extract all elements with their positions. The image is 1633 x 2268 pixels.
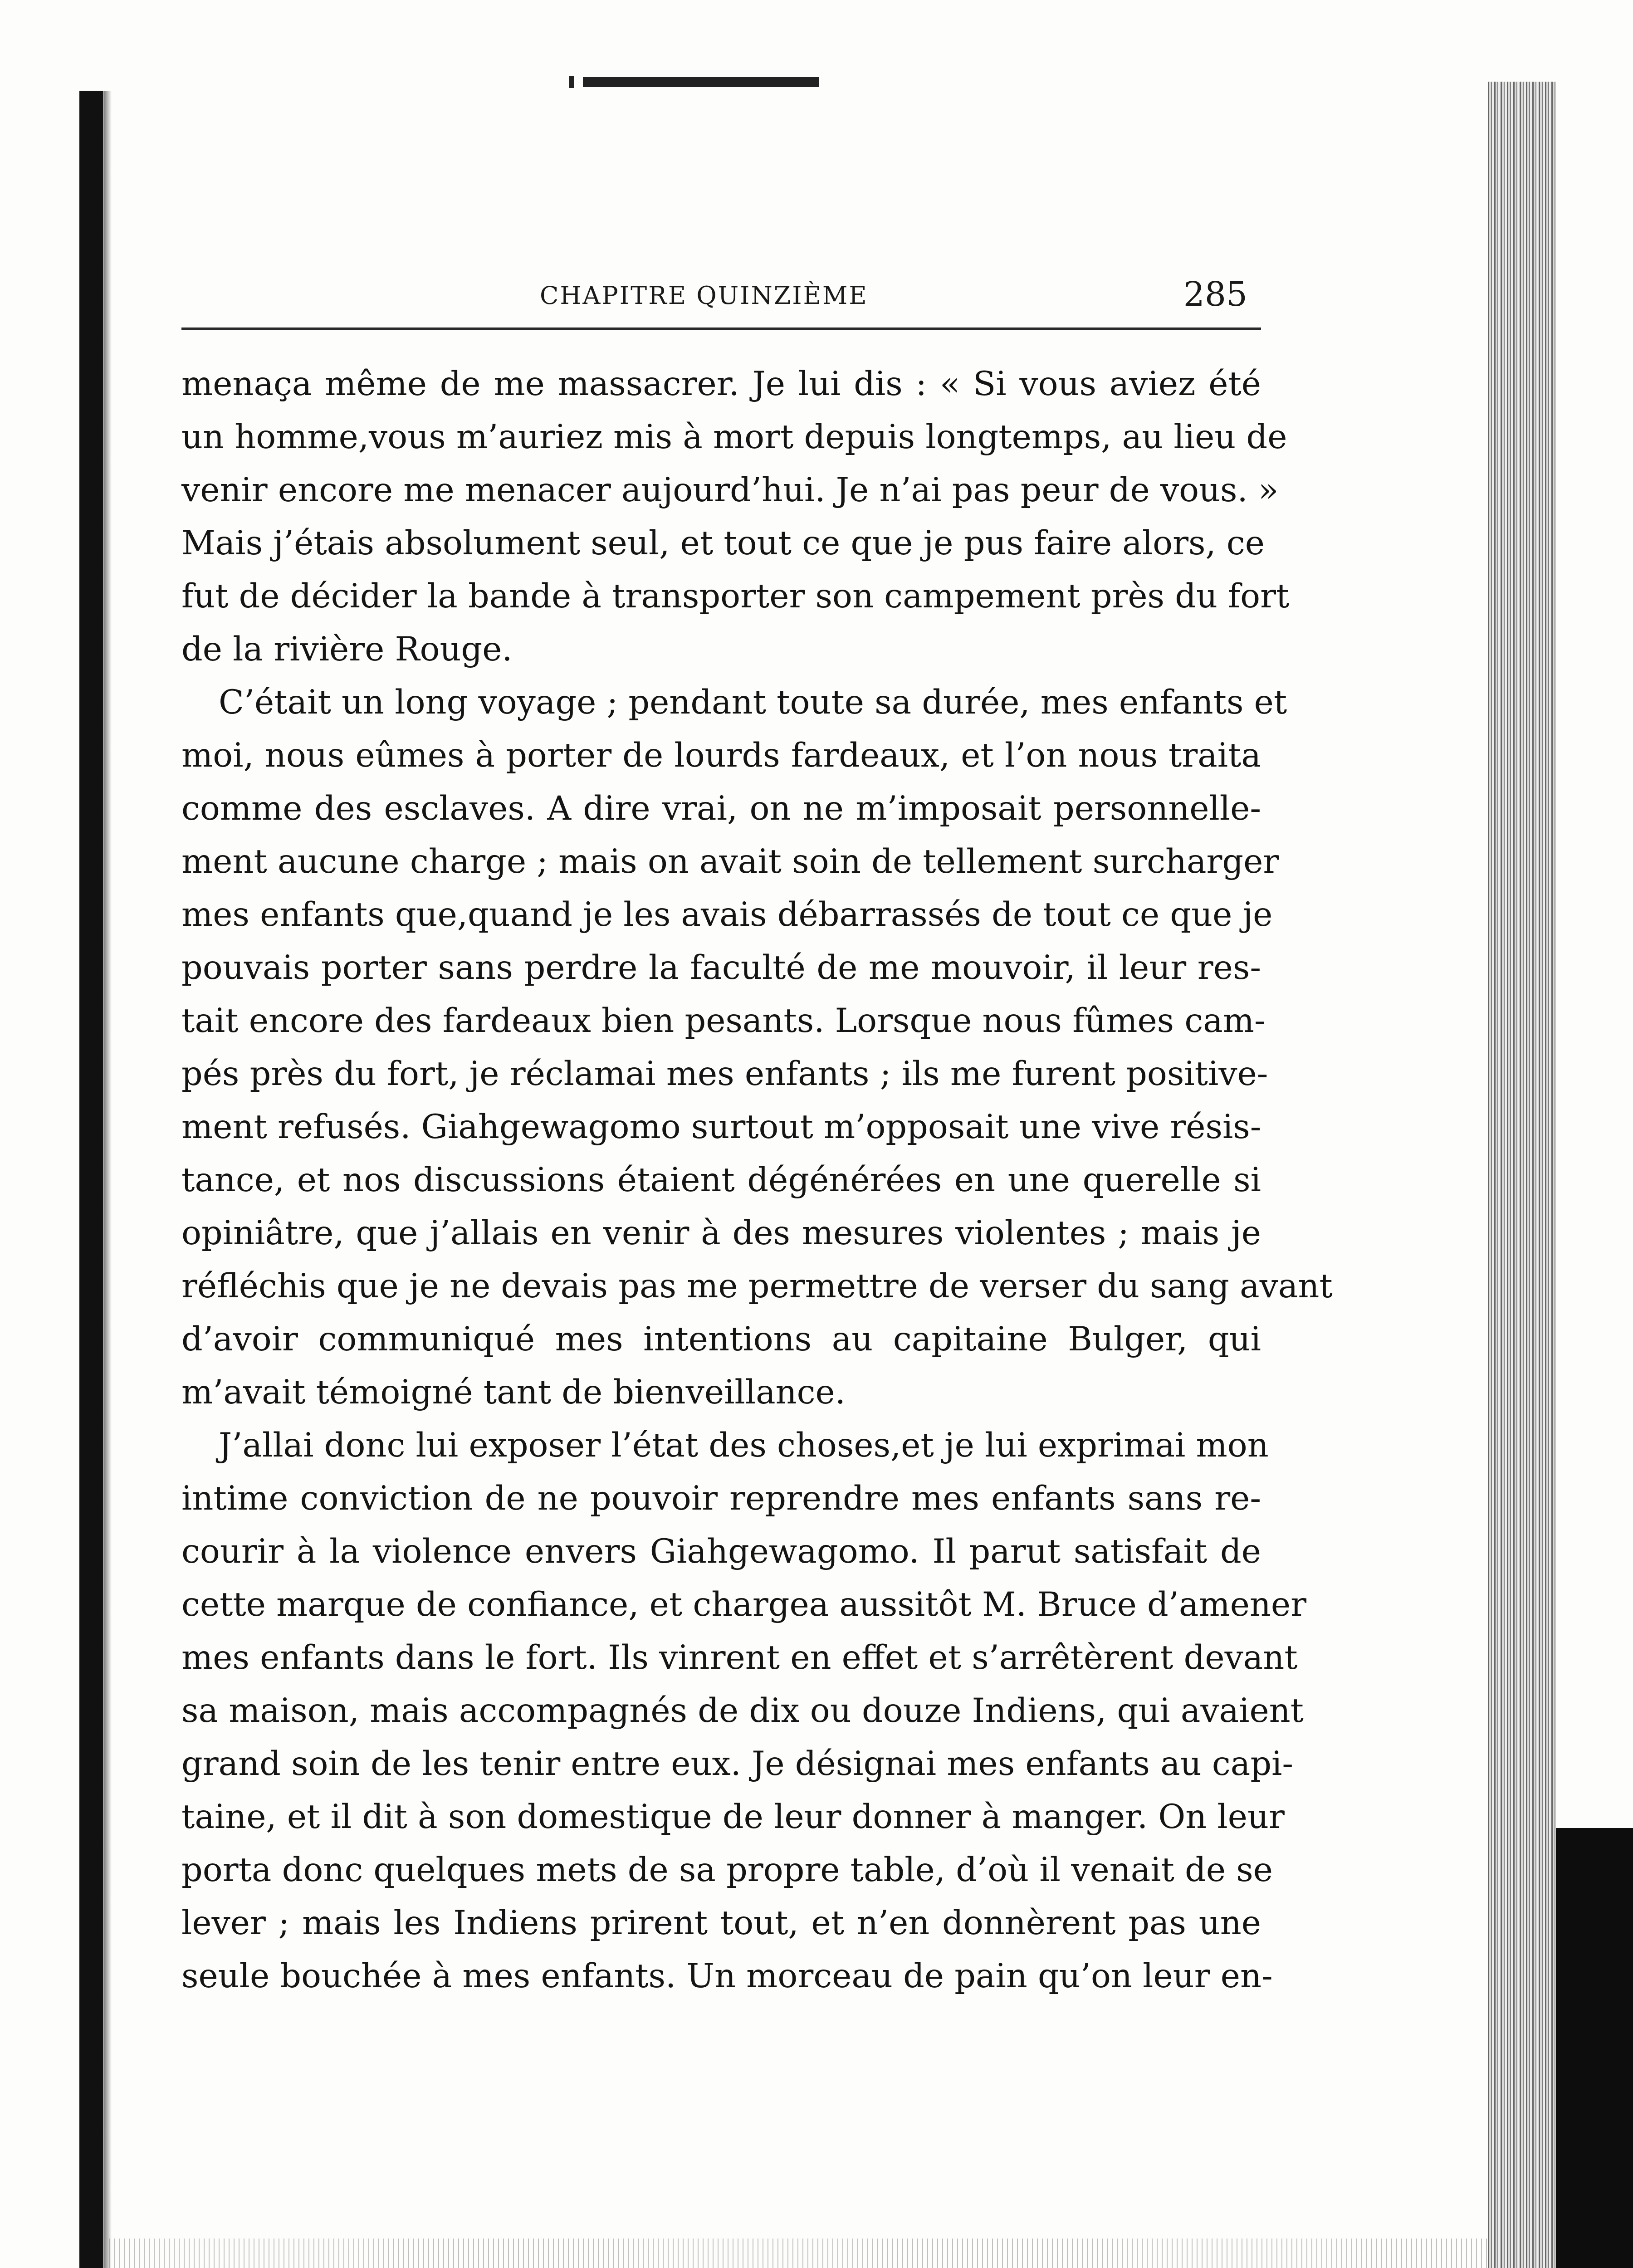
text-line: comme des esclaves. A dire vrai, on ne m’imposait personnelle- <box>181 789 1261 828</box>
scan-mark-top <box>583 77 819 87</box>
text-line: venir encore me menacer aujourd’hui. Je n’ai pas peur de vous. » <box>181 471 1279 509</box>
text-line: cette marque de confiance, et chargea aussitôt M. Bruce d’amener <box>181 1585 1307 1624</box>
header-rule <box>181 327 1261 330</box>
text-line: mes enfants dans le fort. Ils vinrent en effet et s’arrêtèrent devant <box>181 1638 1298 1677</box>
page-header <box>181 275 1261 318</box>
text-line: seule bouchée à mes enfants. Un morceau de pain qu’on leur en- <box>181 1957 1273 1995</box>
text-line: Mais j’étais absolument seul, et tout ce que je pus faire alors, ce <box>181 524 1265 562</box>
text-line: moi, nous eûmes à porter de lourds fardeaux, et l’on nous traita <box>181 736 1261 775</box>
text-line: menaça même de me massacrer. Je lui dis : « Si vous aviez été <box>181 365 1261 403</box>
page-number: 285 <box>1183 275 1247 314</box>
text-line: opiniâtre, que j’allais en venir à des mesures violentes ; mais je <box>181 1214 1261 1252</box>
text-line: J’allai donc lui exposer l’état des choses,et je lui exprimai mon <box>219 1426 1269 1465</box>
running-title: CHAPITRE QUINZIÈME <box>540 281 868 310</box>
scan-mark-top-small <box>569 76 574 88</box>
text-line: taine, et il dit à son domestique de leur donner à manger. On leur <box>181 1798 1285 1836</box>
text-line: C’était un long voyage ; pendant toute sa durée, mes enfants et <box>219 683 1287 722</box>
scan-edge-shadow-left <box>79 91 103 2268</box>
text-line: un homme,vous m’auriez mis à mort depuis longtemps, au lieu de <box>181 418 1287 456</box>
scan-edge-noise-bottom <box>109 2239 1488 2268</box>
text-line: ment refusés. Giahgewagomo surtout m’opposait une vive résis- <box>181 1108 1261 1146</box>
text-line: courir à la violence envers Giahgewagomo. Il parut satisfait de <box>181 1532 1261 1571</box>
scan-edge-block-right <box>1556 1828 1633 2268</box>
text-line: réfléchis que je ne devais pas me permettre de verser du sang avant <box>181 1267 1333 1305</box>
text-line: mes enfants que,quand je les avais débarrassés de tout ce que je <box>181 895 1273 934</box>
text-line: fut de décider la bande à transporter son campement près du fort <box>181 577 1290 616</box>
text-line: de la rivière Rouge. <box>181 630 513 669</box>
text-line: intime conviction de ne pouvoir reprendre mes enfants sans re- <box>181 1479 1261 1518</box>
text-line: pouvais porter sans perdre la faculté de me mouvoir, il leur res- <box>181 948 1261 987</box>
text-line: sa maison, mais accompagnés de dix ou douze Indiens, qui avaient <box>181 1691 1304 1730</box>
text-line: grand soin de les tenir entre eux. Je désignai mes enfants au capi- <box>181 1745 1294 1783</box>
scan-edge-noise-right <box>1488 82 1556 2268</box>
text-line: tance, et nos discussions étaient dégénérées en une querelle si <box>181 1161 1261 1199</box>
scan-edge-fade-left <box>103 91 112 2268</box>
text-line: pés près du fort, je réclamai mes enfants ; ils me furent positive- <box>181 1055 1268 1093</box>
text-line: lever ; mais les Indiens prirent tout, et n’en donnèrent pas une <box>181 1904 1261 1942</box>
text-line: m’avait témoigné tant de bienveillance. <box>181 1373 846 1412</box>
text-line: tait encore des fardeaux bien pesants. Lorsque nous fûmes cam- <box>181 1002 1266 1040</box>
body-text <box>181 357 1333 2003</box>
text-line: ment aucune charge ; mais on avait soin de tellement surcharger <box>181 842 1279 881</box>
text-line: porta donc quelques mets de sa propre table, d’où il venait de se <box>181 1851 1273 1889</box>
text-line: d’avoir communiqué mes intentions au capitaine Bulger, qui <box>181 1320 1261 1359</box>
